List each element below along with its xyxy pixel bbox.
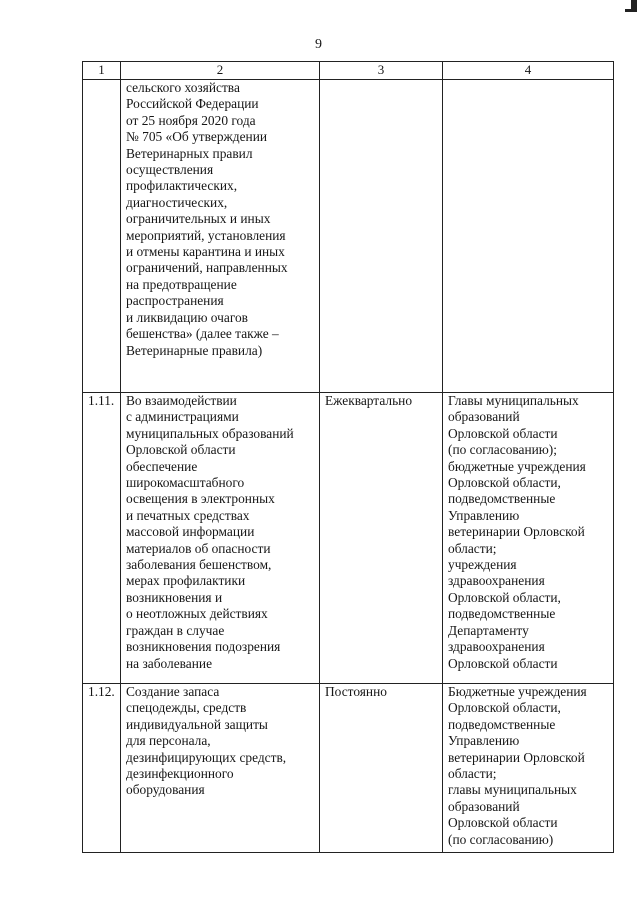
cell-text-line: от 25 ноября 2020 года [126,112,256,128]
cell-text-line: профилактических, [126,178,238,194]
cell-text-line: главы муниципальных [448,782,577,798]
cell-text-line: Департаменту [448,622,529,638]
cell-text-line: Орловской области [126,442,236,458]
cell-text-line: мерах профилактики [126,573,246,589]
cell-text-line: осуществления [126,162,214,178]
cell-text-line: Ветеринарных правил [126,145,253,161]
cell-text-line: и отмены карантина и иных [126,244,285,260]
table-header-row [83,62,614,80]
cell-text-line: Главы муниципальных [448,393,579,408]
cell-text-line: освещения в электронных [126,491,275,507]
cell-text-line: Постоянно [325,684,387,699]
row-number [83,80,121,393]
activities-table [82,61,614,853]
cell-text-line: Во взаимодействии [126,393,237,408]
table-cell-col3 [320,80,443,393]
cell-text-line: Бюджетные учреждения [448,684,587,699]
cell-text-line: Орловской области [448,425,558,441]
cell-text-line: Создание запаса [126,684,220,699]
table-cell-col3 [320,684,443,853]
cell-text-line: Ветеринарные правила) [126,342,263,358]
cell-text-line: дезинфекционного [126,766,234,782]
page-number: 9 [315,37,322,52]
table-cell-col4 [443,80,614,393]
column-header: 1 [83,62,121,80]
cell-text-line: Управлению [448,733,520,749]
cell-text-line: с администрациями [126,409,239,425]
cell-text-line: Ежеквартально [325,393,413,408]
cell-text-line: для персонала, [126,733,211,749]
cell-text-line: образований [448,798,520,814]
cell-text-line: Орловской области [448,655,558,671]
cell-text-line: области; [448,766,497,782]
cell-text-line: и ликвидацию очагов [126,309,248,325]
cell-text-line: на предотвращение [126,276,237,292]
cell-text-line: (по согласованию) [448,831,554,847]
cell-text-line: мероприятий, установления [126,227,286,243]
cell-text-line: Орловской области [448,815,558,831]
cell-text-line: массовой информации [126,524,255,540]
cell-text-line: бешенства» (далее также – [126,326,279,342]
column-header: 2 [121,62,320,80]
table-cell-col4 [443,393,614,684]
cell-text-line: (по согласованию); [448,442,557,458]
table-row [83,393,614,684]
cell-text-line: о неотложных действиях [126,606,268,622]
cell-text-line: образований [448,409,520,425]
cell-text-line: Управлению [448,507,520,523]
cell-text-line: Орловской области, [448,589,561,605]
cell-text-line: распространения [126,293,224,309]
cell-text-line: подведомственные [448,491,556,507]
cell-text-line: бюджетные учреждения [448,458,586,474]
scan-mark [631,0,637,12]
scan-mark [625,9,631,12]
cell-text-line: Орловской области, [448,700,561,716]
cell-text-line: и печатных средствах [126,507,250,523]
cell-text-line: спецодежды, средств [126,700,247,716]
table-cell-col3 [320,393,443,684]
cell-text-line: возникновения подозрения [126,639,281,655]
table-row [83,80,614,393]
table-cell-col4 [443,684,614,853]
cell-text-line: диагностических, [126,194,228,210]
cell-text-line: ограничительных и иных [126,211,271,227]
cell-text-line: дезинфицирующих средств, [126,749,287,765]
cell-text-line: подведомственные [448,606,556,622]
cell-text-line: Орловской области, [448,475,561,491]
cell-text-line: широкомасштабного [126,475,245,491]
cell-text-line: оборудования [126,782,205,798]
row-number: 1.11. [83,393,121,684]
row-number: 1.12. [83,684,121,853]
column-header: 3 [320,62,443,80]
cell-text-line: сельского хозяйства [126,80,240,95]
cell-text-line: ограничений, направленных [126,260,288,276]
table-cell-col2 [121,684,320,853]
cell-text-line: здравоохранения [448,639,545,655]
cell-text-line: заболевания бешенством, [126,557,272,573]
cell-text-line: индивидуальной защиты [126,716,268,732]
cell-text-line: здравоохранения [448,573,545,589]
cell-text-line: ветеринарии Орловской [448,524,585,540]
cell-text-line: граждан в случае [126,622,225,638]
table-cell-col2 [121,393,320,684]
column-header: 4 [443,62,614,80]
cell-text-line: муниципальных образований [126,425,294,441]
cell-text-line: области; [448,540,497,556]
cell-text-line: обеспечение [126,458,198,474]
table-cell-col2 [121,80,320,393]
cell-text-line: материалов об опасности [126,540,271,556]
cell-text-line: на заболевание [126,655,213,671]
cell-text-line: подведомственные [448,716,556,732]
cell-text-line: ветеринарии Орловской [448,749,585,765]
cell-text-line: Российской Федерации [126,96,259,112]
table-row [83,684,614,853]
cell-text-line: № 705 «Об утверждении [126,129,268,145]
cell-text-line: учреждения [448,557,517,573]
cell-text-line: возникновения и [126,589,223,605]
